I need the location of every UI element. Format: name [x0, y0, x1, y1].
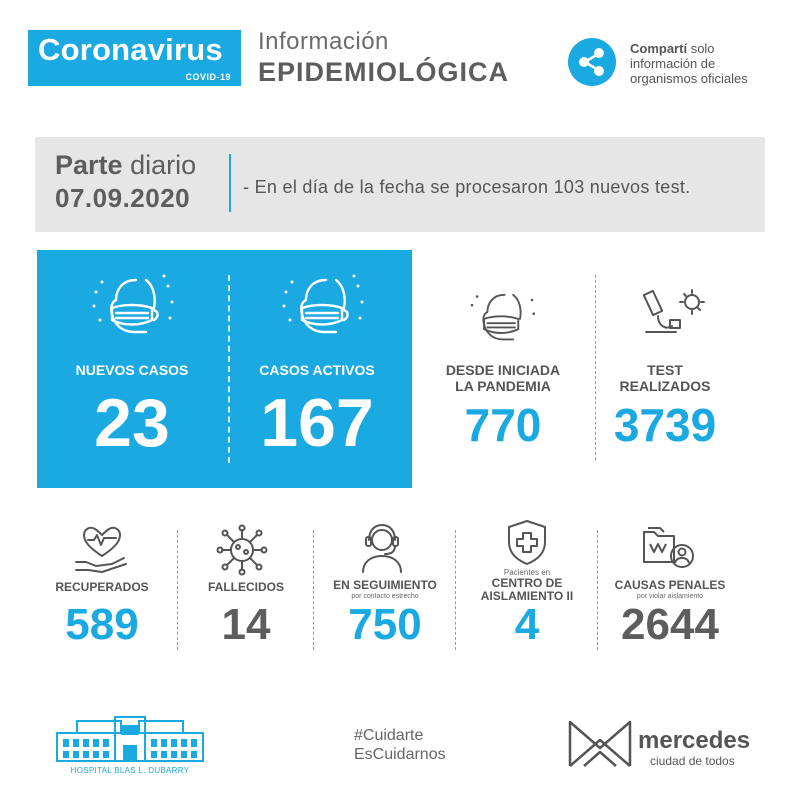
- report-divider: [229, 154, 231, 212]
- share-icon: [568, 38, 616, 86]
- pandemic-total-value: 770: [464, 399, 542, 451]
- followup-label: EN SEGUIMIENTO: [333, 578, 437, 592]
- penal-label: CAUSAS PENALES: [614, 578, 726, 592]
- report-note: - En el día de la fecha se procesaron 103 nuevos test.: [243, 177, 691, 197]
- isolation-label-line2: AISLAMIENTO II: [480, 589, 574, 603]
- report-date: 07.09.2020: [55, 183, 191, 213]
- pandemic-label: [428, 362, 578, 394]
- stats-divider: [455, 530, 456, 650]
- face-mask-icon: [278, 272, 368, 342]
- tests-label: [600, 362, 730, 394]
- badge-title: Coronavirus: [38, 32, 223, 67]
- hashtag: [354, 726, 446, 764]
- badge-subtitle: COVID-19: [185, 72, 231, 82]
- legal-folder-icon: [640, 522, 696, 572]
- virus-icon: [214, 522, 270, 578]
- hospital-name: HOSPITAL BLAS L. DUBARRY: [70, 766, 190, 775]
- city-slogan: ciudad de todos: [650, 754, 735, 768]
- report-title: [55, 150, 196, 181]
- new-cases-label: NUEVOS CASOS: [75, 362, 189, 378]
- tests-label-line2: REALIZADOS: [619, 378, 711, 394]
- face-mask-icon: [462, 288, 542, 348]
- stats-divider: [177, 530, 178, 650]
- share-rest: solo: [690, 41, 715, 56]
- new-cases-value: 23: [94, 385, 170, 461]
- mercedes-logo: [568, 718, 634, 768]
- followup-sublabel: por contacto estrecho: [351, 593, 419, 600]
- header-title-line1: Información: [258, 28, 389, 55]
- coronavirus-badge: [28, 30, 241, 86]
- hashtag-line1: #Cuidarte: [354, 727, 424, 744]
- header-title: [258, 28, 509, 88]
- face-mask-icon: [88, 272, 178, 342]
- header-title-line2: EPIDEMIOLÓGICA: [258, 57, 510, 87]
- pandemic-label-line1: DESDE INICIADA: [445, 362, 561, 378]
- share-message: [630, 41, 748, 86]
- share-bold: Compartí: [630, 41, 688, 56]
- share-line3: organismos oficiales: [630, 71, 748, 86]
- followup-value: 750: [348, 600, 422, 649]
- stats-divider: [313, 530, 314, 650]
- share-line2: información de: [630, 56, 716, 71]
- report-title-rest: diario: [130, 150, 197, 180]
- pandemic-label-line2: LA PANDEMIA: [455, 378, 551, 394]
- tests-value: 3739: [613, 399, 717, 451]
- active-cases-value: 167: [260, 385, 374, 461]
- report-title-bold: Parte: [55, 150, 123, 180]
- hashtag-line2: EsCuidarnos: [354, 746, 446, 763]
- isolation-label-line1: CENTRO DE: [491, 576, 563, 590]
- stats-divider: [228, 275, 230, 463]
- active-cases-label: CASOS ACTIVOS: [259, 362, 375, 378]
- recovered-label: RECUPERADOS: [55, 580, 149, 594]
- deaths-value: 14: [221, 600, 271, 649]
- heart-hand-icon: [72, 524, 132, 574]
- isolation-value: 4: [514, 600, 540, 649]
- isolation-prelabel: Pacientes en: [503, 568, 551, 577]
- hospital-logo: [55, 715, 205, 763]
- headset-icon: [357, 522, 407, 574]
- recovered-value: 589: [65, 600, 139, 649]
- penal-value: 2644: [621, 600, 719, 649]
- microscope-icon: [636, 286, 708, 342]
- deaths-label: FALLECIDOS: [207, 580, 284, 594]
- medical-shield-icon: [505, 518, 549, 566]
- penal-sublabel: por violar aislamiento: [636, 593, 704, 600]
- tests-label-line1: TEST: [647, 362, 683, 378]
- city-name: mercedes: [638, 727, 751, 754]
